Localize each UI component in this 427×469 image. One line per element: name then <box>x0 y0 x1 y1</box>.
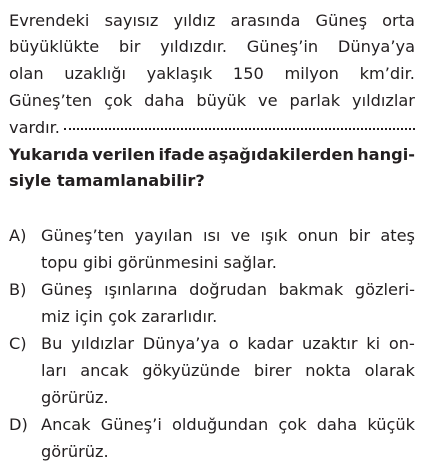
option-text-line: görürüz. <box>41 442 109 461</box>
word: Ancak <box>41 415 91 434</box>
word: on- <box>388 334 415 353</box>
option-letter: D) <box>9 415 28 434</box>
stem-line-3 <box>9 61 415 87</box>
word: sayısız <box>104 11 159 30</box>
option-letter: B) <box>9 280 27 299</box>
word: Bu <box>41 334 63 353</box>
word: orta <box>382 11 415 30</box>
word: bir <box>118 37 141 56</box>
word: ışınlarına <box>104 280 178 299</box>
word: o <box>228 334 239 353</box>
word: birer <box>253 361 292 380</box>
word: ancak <box>80 361 129 380</box>
stem-line-2 <box>9 34 415 60</box>
word: ve <box>258 91 278 110</box>
word: km’dir. <box>359 64 415 83</box>
word: aşağıdakilerden <box>207 145 354 164</box>
word: ları <box>41 361 67 380</box>
fill-in-blank-dots <box>64 128 415 130</box>
word: bir <box>348 226 371 245</box>
word: Evrendeki <box>9 11 90 30</box>
word: ışık <box>260 226 288 245</box>
word: doğrudan <box>189 280 267 299</box>
word: olan <box>9 64 44 83</box>
word: gökyüzünde <box>142 361 241 380</box>
word: Dünya’ya <box>337 37 415 56</box>
word: Güneş <box>41 280 93 299</box>
word: daha <box>144 91 185 110</box>
word: çok <box>278 415 307 434</box>
word: ki <box>366 334 381 353</box>
stem-line-5 <box>9 115 415 141</box>
stem-line-4 <box>9 88 415 114</box>
word: Güneş’i <box>100 415 162 434</box>
word: uzaklığı <box>64 64 127 83</box>
word: yaklaşık <box>146 64 213 83</box>
word: Güneş’ten <box>9 91 93 110</box>
option-text-line: görürüz. <box>41 388 109 407</box>
option-b-row-1 <box>9 277 415 303</box>
word: olarak <box>364 361 415 380</box>
word: Güneş <box>315 11 368 30</box>
option-b-row-2 <box>9 304 415 330</box>
word: gözleri- <box>354 280 415 299</box>
option-text-line <box>41 277 415 303</box>
option-letter: C) <box>9 334 27 353</box>
option-letter: A) <box>9 226 27 245</box>
word: 150 <box>232 64 264 83</box>
word: kadar <box>247 334 294 353</box>
prompt-line-2: siyle tamamlanabilir? <box>9 171 205 190</box>
word: büyüklükte <box>9 37 100 56</box>
option-c-row-2 <box>9 358 415 384</box>
word: daha <box>316 415 358 434</box>
option-c-row-3 <box>9 385 415 411</box>
option-d-row-1 <box>9 412 415 438</box>
option-text-line: topu gibi görünmesini sağlar. <box>41 253 277 272</box>
word: yıldızdır. <box>160 37 228 56</box>
word: parlak <box>289 91 341 110</box>
option-text-line <box>41 412 415 438</box>
word: ısı <box>203 226 221 245</box>
word: hangi- <box>357 145 415 164</box>
word: ateş <box>380 226 415 245</box>
word: Güneş’in <box>246 37 319 56</box>
word: onun <box>297 226 339 245</box>
option-text-line <box>41 331 415 357</box>
word: olduğundan <box>172 415 269 434</box>
option-a-row-2 <box>9 250 415 276</box>
stem-line-1 <box>9 8 415 34</box>
option-a-row-1 <box>9 223 415 249</box>
word: uzaktır <box>301 334 358 353</box>
word: çok <box>104 91 133 110</box>
word: bakmak <box>278 280 344 299</box>
option-text-line <box>41 358 415 384</box>
word: verilen <box>92 145 156 164</box>
word: Yukarıda <box>9 145 89 164</box>
option-c-row-1 <box>9 331 415 357</box>
word: yıldız <box>173 11 216 30</box>
word: yıldızlar <box>352 91 415 110</box>
word: ifade <box>158 145 205 164</box>
word: Güneş’ten <box>41 226 125 245</box>
word: yayılan <box>134 226 193 245</box>
option-text-line <box>41 223 415 249</box>
word: Dünya’ya <box>142 334 220 353</box>
word: milyon <box>284 64 339 83</box>
option-d-row-2 <box>9 439 415 465</box>
option-text-line: miz için çok zararlıdır. <box>41 307 218 326</box>
word: arasında <box>230 11 301 30</box>
word: yıldızlar <box>71 334 135 353</box>
word: ve <box>230 226 251 245</box>
word: küçük <box>367 415 415 434</box>
prompt-line-1 <box>9 142 415 168</box>
word: büyük <box>196 91 247 110</box>
word: vardır. <box>9 118 60 137</box>
word: nokta <box>305 361 352 380</box>
